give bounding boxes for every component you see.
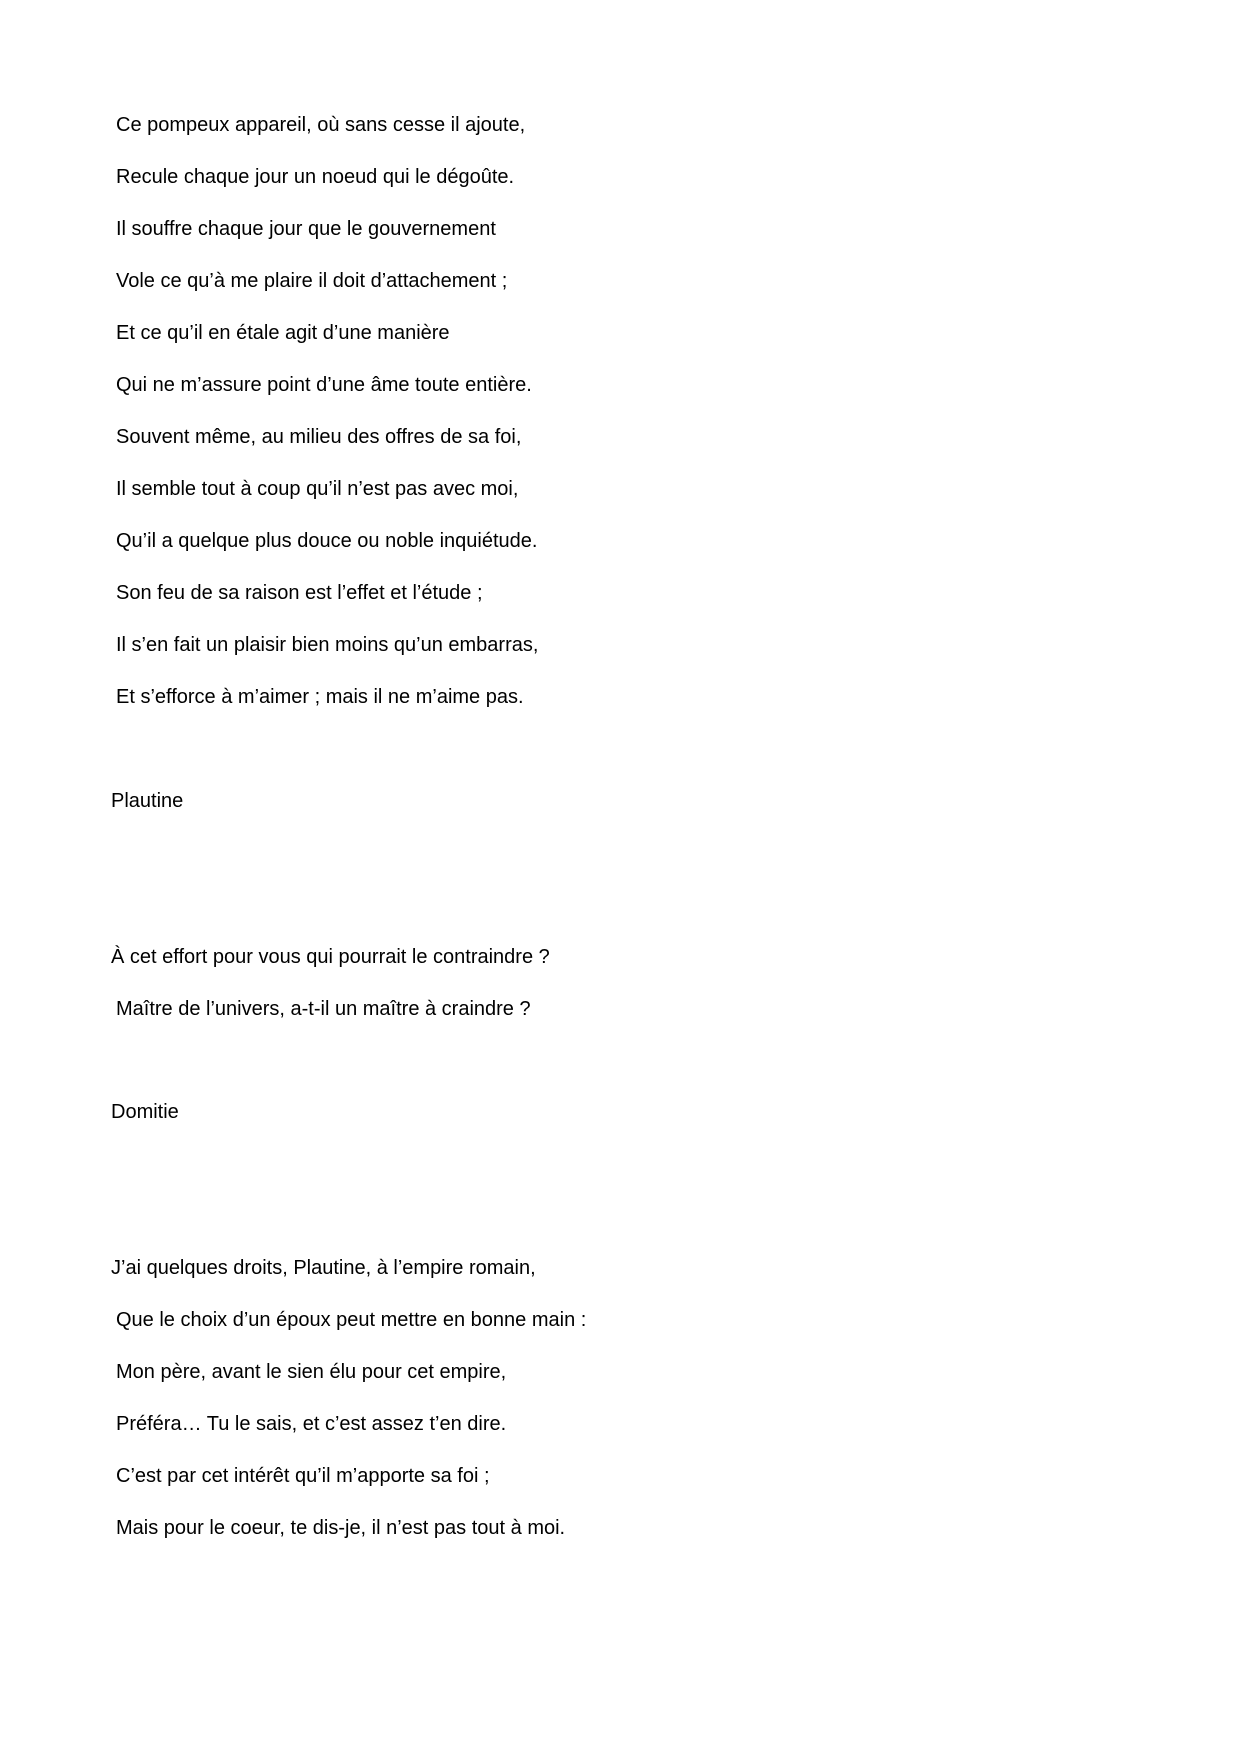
- verse-line: Qui ne m’assure point d’une âme toute entière.: [116, 374, 532, 396]
- verse-line: Il souffre chaque jour que le gouvernement: [116, 218, 496, 240]
- verse-line: Mais pour le coeur, te dis-je, il n’est pas tout à moi.: [116, 1517, 566, 1539]
- verse-line: Souvent même, au milieu des offres de sa foi,: [116, 426, 522, 448]
- speaker-name: Domitie: [111, 1101, 179, 1123]
- verse-line: Il s’en fait un plaisir bien moins qu’un embarras,: [116, 634, 539, 656]
- verse-line: Mon père, avant le sien élu pour cet empire,: [116, 1361, 507, 1383]
- verse-line: Son feu de sa raison est l’effet et l’étude ;: [116, 582, 483, 604]
- verse-line: Que le choix d’un époux peut mettre en bonne main :: [116, 1309, 587, 1331]
- verse-line: Qu’il a quelque plus douce ou noble inquiétude.: [116, 530, 538, 552]
- verse-line: Ce pompeux appareil, où sans cesse il ajoute,: [116, 114, 526, 136]
- verse-line: Et ce qu’il en étale agit d’une manière: [116, 322, 450, 344]
- verse-line: J’ai quelques droits, Plautine, à l’empire romain,: [111, 1257, 536, 1279]
- verse-line: Recule chaque jour un noeud qui le dégoûte.: [116, 166, 515, 188]
- verse-line: Et s’efforce à m’aimer ; mais il ne m’aime pas.: [116, 686, 524, 708]
- verse-line: Préféra… Tu le sais, et c’est assez t’en dire.: [116, 1413, 507, 1435]
- speaker-name: Plautine: [111, 790, 184, 812]
- verse-line: C’est par cet intérêt qu’il m’apporte sa foi ;: [116, 1465, 490, 1487]
- verse-line: Maître de l’univers, a-t-il un maître à craindre ?: [116, 998, 531, 1020]
- verse-line: Vole ce qu’à me plaire il doit d’attachement ;: [116, 270, 508, 292]
- verse-line: À cet effort pour vous qui pourrait le contraindre ?: [111, 946, 550, 968]
- verse-line: Il semble tout à coup qu’il n’est pas avec moi,: [116, 478, 519, 500]
